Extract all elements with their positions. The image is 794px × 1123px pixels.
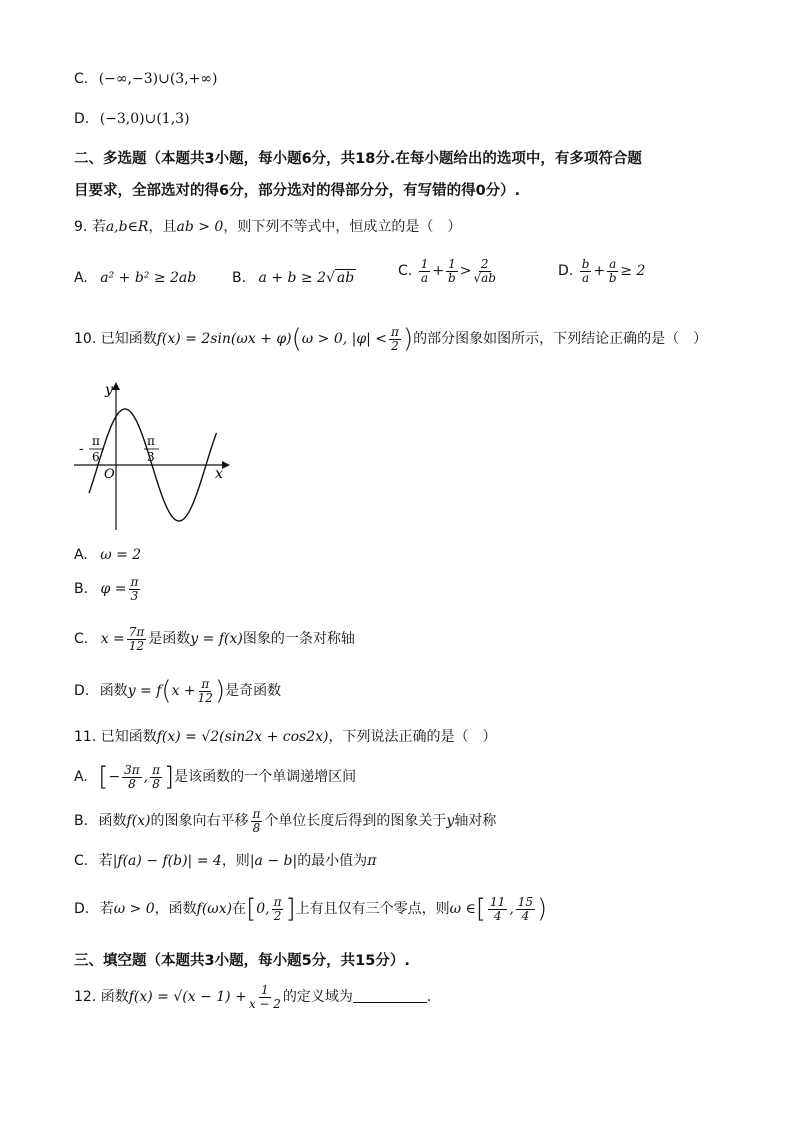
option-text: 是奇函数 xyxy=(225,683,282,700)
option-math: ω ∈ xyxy=(449,901,476,918)
stem-text: 函数 xyxy=(100,989,129,1006)
stem-math: a,b∈R xyxy=(105,219,149,235)
y-axis-arrow xyxy=(112,382,120,390)
option-label: D. xyxy=(74,683,90,700)
option-math: a² + b² ≥ 2ab xyxy=(100,270,197,286)
q11-option-a: A. [− $\frac{3\pi}{8}$ , $\frac{\pi}{8}$ ]是该函数的一个单调递增区间 xyxy=(74,762,357,793)
radicand: ab xyxy=(336,270,355,286)
q11-option-b: B. 函数f(x)的图象向右平移 $\frac{\pi}{8}$ 个单位长度后得到的图象关于y轴对称 xyxy=(74,807,497,835)
fraction: $\frac{11}{4}$ xyxy=(490,895,506,923)
sine-graph xyxy=(70,378,240,533)
fraction: $\frac{1}{a}$ xyxy=(420,257,429,285)
fraction: $\frac{15}{4}$ xyxy=(517,895,534,923)
option-math: x + xyxy=(171,683,196,700)
option-text: 上有且仅有三个零点，则 xyxy=(295,901,450,918)
option-math: |a − b| xyxy=(249,853,298,869)
option-text: 在 xyxy=(232,901,247,918)
option-label: D. xyxy=(74,111,90,127)
option-math: − xyxy=(108,769,121,786)
option-text: 是函数 xyxy=(148,631,191,648)
option-math: a + b ≥ 2 xyxy=(258,270,326,286)
option-text: 的最小值为 xyxy=(297,853,368,869)
fraction: $\frac{1}{b}$ xyxy=(448,257,456,285)
option-label: A. xyxy=(74,547,88,563)
option-math: φ = xyxy=(100,581,127,598)
q10-option-c xyxy=(74,626,355,652)
fraction: $\frac{\pi}{2}$ xyxy=(273,895,282,923)
stem-text: 的部分图象如图所示，下列结论正确的是（ ） xyxy=(413,331,708,348)
q9-option-c xyxy=(398,258,498,284)
question-number: 12. xyxy=(74,989,97,1006)
option-math: (−3,0)∪(1,3) xyxy=(99,111,190,127)
stem-text: 已知函数 xyxy=(100,729,157,745)
section-2-heading-line2: 目要求，全部选对的得6分，部分选对的得部分分，有写错的得0分）. xyxy=(74,183,521,199)
operator: + xyxy=(593,263,606,280)
option-text: ，函数 xyxy=(154,901,197,918)
stem-math: f(x) = √(x − 1) + xyxy=(128,989,247,1006)
fraction: $\frac{7\pi}{12}$ xyxy=(128,625,145,653)
q10-option-b xyxy=(74,576,142,602)
option-text: 函数 xyxy=(98,813,127,830)
x-axis-label: x xyxy=(215,466,223,482)
option-label: A. xyxy=(74,270,88,286)
question-10-stem: 10. 已知函数f(x) = 2sin(ωx + φ)(ω > 0, |φ| < $\frac{\pi}{2}$ )的部分图象如图所示，下列结论正确的是（ ） xyxy=(74,324,708,355)
option-text: 个单位长度后得到的图象关于 xyxy=(264,813,447,830)
question-number: 10. xyxy=(74,331,97,348)
stem-math: f(x) = √2(sin2x + cos2x) xyxy=(156,729,329,745)
origin-label: O xyxy=(104,467,115,482)
option-math: y = f xyxy=(127,683,162,700)
option-text: 若 xyxy=(98,853,113,869)
q9-option-b: B. a + b ≥ 2√ ab xyxy=(232,270,355,286)
neg-tick-sign: - xyxy=(79,441,84,457)
stem-text: 若 xyxy=(91,219,106,235)
stem-text: ，则下列不等式中，恒成立的是（ ） xyxy=(223,219,462,235)
option-text: ，则 xyxy=(221,853,250,869)
option-text: 图象的一条对称轴 xyxy=(242,631,355,648)
fraction: $\frac{\pi}{8}$ xyxy=(252,807,261,835)
stem-text: ，且 xyxy=(148,219,177,235)
operator: ≥ 2 xyxy=(620,263,646,280)
q8-option-c xyxy=(74,70,218,88)
option-label: B. xyxy=(74,813,89,830)
fraction: $\frac{3\pi}{8}$ xyxy=(124,763,140,791)
question-9-stem xyxy=(74,218,461,236)
option-label: A. xyxy=(74,769,88,786)
option-text: 轴对称 xyxy=(454,813,497,830)
section-3-heading: 三、填空题（本题共3小题，每小题5分，共15分）. xyxy=(74,953,410,969)
option-text: 是该函数的一个单调递增区间 xyxy=(174,769,357,786)
fraction: $\frac{2}{√ab}$ xyxy=(473,257,496,285)
fraction: $\frac{a}{b}$ xyxy=(608,257,617,285)
q10-option-a xyxy=(74,546,141,564)
question-12-stem: 12. 函数f(x) = √(x − 1) + $\frac{1}{x - 2}$ 的定义域为 . xyxy=(74,983,432,1011)
q11-option-d: D. 若ω > 0，函数f(ωx)在[0, $\frac{\pi}{2}$ ]上有且仅有三个零点，则ω ∈[ $\frac{11}{4}$ , $\frac{15}{4}$ ) xyxy=(74,894,548,925)
fraction: $\frac{b}{a}$ xyxy=(581,257,590,285)
option-label: C. xyxy=(74,71,89,87)
neg-tick-den: 6 xyxy=(92,450,100,464)
option-label: D. xyxy=(74,901,90,918)
option-math: f(x) xyxy=(126,813,151,830)
fraction: $\frac{\pi}{2}$ xyxy=(391,325,399,353)
option-text: 函数 xyxy=(99,683,128,700)
q9-option-d xyxy=(558,258,645,284)
pos-tick-num: π xyxy=(147,434,155,448)
question-11-stem xyxy=(74,728,496,746)
fraction: $\frac{1}{x - 2}$ xyxy=(248,983,281,1011)
option-label: C. xyxy=(74,853,89,869)
option-label: C. xyxy=(398,263,413,280)
fraction: $\frac{\pi}{3}$ xyxy=(130,575,139,603)
x-axis-arrow xyxy=(222,461,230,469)
option-math: ω > 0 xyxy=(113,901,155,918)
option-math: |f(a) − f(b)| = 4 xyxy=(112,853,222,869)
fraction: $\frac{\pi}{12}$ xyxy=(197,677,213,705)
option-math: x = xyxy=(100,631,125,648)
option-label: B. xyxy=(74,581,89,598)
option-label: C. xyxy=(74,631,89,648)
fraction: $\frac{\pi}{8}$ xyxy=(152,763,160,791)
q8-option-d xyxy=(74,110,190,128)
answer-blank[interactable] xyxy=(353,988,427,1003)
stem-text: 的定义域为 xyxy=(282,989,353,1006)
option-math: ω = 2 xyxy=(100,547,142,563)
neg-tick-num: π xyxy=(92,434,100,448)
option-label: B. xyxy=(232,270,247,286)
stem-text: 已知函数 xyxy=(100,331,157,348)
option-math: y = f(x) xyxy=(190,631,243,648)
operator: > xyxy=(459,263,472,280)
q9-option-a xyxy=(74,270,196,286)
q11-option-c: C. 若|f(a) − f(b)| = 4，则|a − b|的最小值为π xyxy=(74,853,377,869)
operator: + xyxy=(432,263,445,280)
section-2-heading-line1: 二、多选题（本题共3小题，每小题6分，共18分.在每小题给出的选项中，有多项符合题 xyxy=(74,151,642,167)
option-label: D. xyxy=(558,263,574,280)
y-axis-label: y xyxy=(105,382,113,398)
question-number: 9. xyxy=(74,219,88,235)
q10-option-d: D. 函数y = f(x + $\frac{\pi}{12}$ )是奇函数 xyxy=(74,676,282,707)
stem-math: f(x) = 2sin(ωx + φ) xyxy=(156,331,292,348)
stem-text: ，下列说法正确的是（ ） xyxy=(328,729,497,745)
option-text: 的图象向右平移 xyxy=(150,813,249,830)
option-math: f(ωx) xyxy=(196,901,233,918)
option-text: 若 xyxy=(99,901,114,918)
stem-math: ω > 0, |φ| < xyxy=(301,331,388,348)
pos-tick-den: 3 xyxy=(147,450,155,464)
stem-math: ab > 0 xyxy=(176,219,224,235)
question-number: 11. xyxy=(74,729,97,745)
option-math: (−∞,−3)∪(3,+∞) xyxy=(98,71,218,87)
